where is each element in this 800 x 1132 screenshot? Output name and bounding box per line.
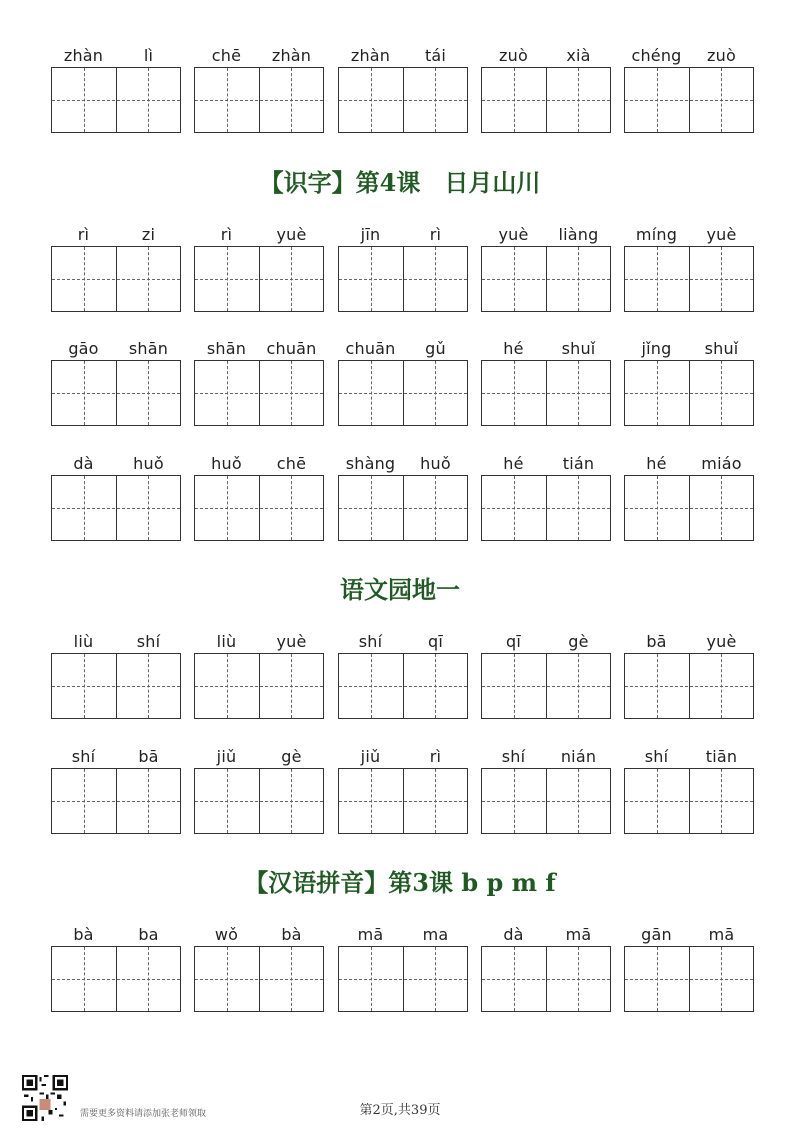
tianzige-grid[interactable] [194,475,324,541]
grid-line [148,68,149,132]
grid-line [578,361,579,425]
grid-line [195,801,323,802]
grid-line [84,361,85,425]
grid-line [227,68,228,132]
grid-line [435,769,436,833]
tianzige-grid[interactable] [624,653,754,719]
pinyin-label: shí [71,747,96,766]
grid-line [52,801,180,802]
footer-note: 需要更多资料请添加张老师领取 [80,1109,207,1119]
tianzige-grid[interactable] [338,946,468,1012]
tianzige-grid[interactable] [51,246,181,312]
grid-line [291,654,292,718]
grid-line [291,247,292,311]
pinyin-label: gè [281,747,302,766]
grid-line [291,769,292,833]
grid-line [339,801,467,802]
grid-line [578,654,579,718]
tianzige-grid[interactable] [194,946,324,1012]
pinyin-label: liù [216,632,237,651]
tianzige-grid[interactable] [194,360,324,426]
grid-line [339,279,467,280]
pinyin-label: mā [357,925,384,944]
grid-line [721,476,722,540]
tianzige-grid[interactable] [624,360,754,426]
grid-line [435,947,436,1011]
tianzige-grid[interactable] [338,768,468,834]
grid-line [227,247,228,311]
pinyin-label: chuān [266,339,317,358]
tianzige-grid[interactable] [624,475,754,541]
tianzige-grid[interactable] [481,946,611,1012]
grid-line [657,361,658,425]
grid-line [514,769,515,833]
pinyin-label: huǒ [420,454,451,473]
pinyin-label: jīn [360,225,381,244]
grid-line [339,393,467,394]
pinyin-label: dà [73,454,94,473]
pinyin-label: mā [565,925,592,944]
pinyin-label: chuān [345,339,396,358]
pinyin-label: zhàn [271,46,312,65]
section-heading-yuwen-yuandi: 语文园地一 [340,575,460,604]
grid-line [195,686,323,687]
pinyin-label: shān [128,339,169,358]
grid-line [148,769,149,833]
tianzige-grid[interactable] [481,475,611,541]
grid-line [371,361,372,425]
grid-line [435,247,436,311]
pinyin-label: hé [646,454,667,473]
grid-line [657,769,658,833]
tianzige-grid[interactable] [51,768,181,834]
tianzige-grid[interactable] [51,67,181,133]
pinyin-label: liàng [558,225,599,244]
grid-line [52,279,180,280]
pinyin-label: zhàn [350,46,391,65]
pinyin-label: ba [138,925,159,944]
pinyin-label: chéng [631,46,682,65]
grid-line [657,68,658,132]
grid-line [84,68,85,132]
pinyin-label: huǒ [133,454,164,473]
pinyin-label: míng [635,225,678,244]
pinyin-label: jǐng [641,339,672,358]
grid-line [84,947,85,1011]
grid-line [227,769,228,833]
grid-line [148,361,149,425]
grid-line [371,769,372,833]
pinyin-label: gè [568,632,589,651]
tianzige-grid[interactable] [51,946,181,1012]
tianzige-grid[interactable] [338,475,468,541]
grid-line [578,68,579,132]
grid-line [227,947,228,1011]
pinyin-label: liù [73,632,94,651]
grid-line [625,100,753,101]
grid-line [195,979,323,980]
grid-line [371,68,372,132]
grid-line [195,279,323,280]
tianzige-grid[interactable] [338,360,468,426]
grid-line [721,654,722,718]
grid-line [435,361,436,425]
grid-line [657,247,658,311]
grid-line [291,68,292,132]
pinyin-label: chē [276,454,307,473]
tianzige-grid[interactable] [338,67,468,133]
pinyin-label: huǒ [211,454,242,473]
pinyin-label: tiān [705,747,738,766]
pinyin-label: lì [143,46,154,65]
tianzige-grid[interactable] [338,246,468,312]
grid-line [514,361,515,425]
tianzige-grid[interactable] [481,360,611,426]
tianzige-grid[interactable] [624,67,754,133]
pinyin-label: shuǐ [704,339,739,358]
grid-line [227,654,228,718]
pinyin-label: shuǐ [561,339,596,358]
grid-line [721,769,722,833]
grid-line [625,801,753,802]
pinyin-label: hé [503,454,524,473]
grid-line [578,769,579,833]
pinyin-label: yuè [276,225,307,244]
grid-line [195,508,323,509]
grid-line [482,979,610,980]
grid-line [227,476,228,540]
pinyin-label: xià [566,46,591,65]
section-heading-lesson4: 【识字】第4课 日月山川 [259,168,541,197]
grid-line [625,393,753,394]
grid-line [291,947,292,1011]
pinyin-label: yuè [706,632,737,651]
grid-line [52,393,180,394]
pinyin-label: zi [141,225,156,244]
grid-line [84,654,85,718]
tianzige-grid[interactable] [51,653,181,719]
pinyin-label: yuè [276,632,307,651]
pinyin-label: nián [560,747,597,766]
grid-line [148,947,149,1011]
pinyin-label: hé [503,339,524,358]
tianzige-grid[interactable] [194,653,324,719]
grid-line [625,686,753,687]
grid-line [84,769,85,833]
pinyin-label: gǔ [425,339,446,358]
grid-line [291,476,292,540]
grid-line [148,654,149,718]
tianzige-grid[interactable] [481,67,611,133]
pinyin-label: shàng [345,454,396,473]
grid-line [84,476,85,540]
grid-line [227,361,228,425]
grid-line [514,476,515,540]
grid-line [371,947,372,1011]
tianzige-grid[interactable] [481,246,611,312]
grid-line [482,686,610,687]
grid-line [514,947,515,1011]
grid-line [482,393,610,394]
grid-line [339,686,467,687]
pinyin-label: yuè [706,225,737,244]
grid-line [435,68,436,132]
grid-line [721,247,722,311]
grid-line [482,801,610,802]
pinyin-label: jiǔ [216,747,237,766]
grid-line [371,476,372,540]
grid-line [625,979,753,980]
pinyin-label: chē [211,46,242,65]
tianzige-grid[interactable] [481,768,611,834]
grid-line [482,100,610,101]
grid-line [195,393,323,394]
grid-line [52,508,180,509]
grid-line [482,279,610,280]
grid-line [371,247,372,311]
grid-line [339,979,467,980]
grid-line [578,947,579,1011]
grid-line [52,979,180,980]
tianzige-grid[interactable] [624,946,754,1012]
pinyin-label: tián [562,454,595,473]
grid-line [625,279,753,280]
pinyin-label: rì [429,225,442,244]
pinyin-label: bà [73,925,94,944]
pinyin-label: tái [424,46,447,65]
grid-line [148,247,149,311]
pinyin-label: gāo [68,339,99,358]
grid-line [721,68,722,132]
grid-line [514,68,515,132]
grid-line [435,654,436,718]
tianzige-grid[interactable] [338,653,468,719]
pinyin-label: miáo [701,454,742,473]
tianzige-grid[interactable] [624,768,754,834]
pinyin-label: bā [138,747,159,766]
tianzige-grid[interactable] [481,653,611,719]
pinyin-label: bà [281,925,302,944]
tianzige-grid[interactable] [624,246,754,312]
pinyin-label: zuò [499,46,528,65]
tianzige-grid[interactable] [194,768,324,834]
tianzige-grid[interactable] [51,475,181,541]
tianzige-grid[interactable] [194,67,324,133]
pinyin-label: mā [708,925,735,944]
pinyin-label: wǒ [214,925,239,944]
pinyin-label: ma [422,925,449,944]
pinyin-label: zhàn [63,46,104,65]
page-number: 第2页,共39页 [359,1103,441,1118]
pinyin-label: shí [501,747,526,766]
grid-line [721,947,722,1011]
pinyin-label: shí [358,632,383,651]
grid-line [52,686,180,687]
grid-line [195,100,323,101]
pinyin-label: shí [644,747,669,766]
pinyin-label: dà [503,925,524,944]
grid-line [371,654,372,718]
grid-line [52,100,180,101]
pinyin-label: rì [429,747,442,766]
pinyin-label: qī [505,632,521,651]
pinyin-label: shān [206,339,247,358]
grid-line [84,247,85,311]
section-heading-pinyin-lesson3: 【汉语拼音】第3课 b p m f [244,868,556,897]
grid-line [625,508,753,509]
grid-line [482,508,610,509]
grid-line [578,476,579,540]
grid-line [657,947,658,1011]
grid-line [514,654,515,718]
grid-line [657,476,658,540]
pinyin-label: rì [220,225,233,244]
pinyin-label: jiǔ [360,747,381,766]
pinyin-label: shí [136,632,161,651]
grid-line [514,247,515,311]
pinyin-label: gān [641,925,672,944]
pinyin-label: bā [646,632,667,651]
grid-line [339,100,467,101]
pinyin-label: qī [427,632,443,651]
pinyin-label: zuò [707,46,736,65]
tianzige-grid[interactable] [51,360,181,426]
grid-line [291,361,292,425]
grid-line [657,654,658,718]
grid-line [148,476,149,540]
grid-line [578,247,579,311]
tianzige-grid[interactable] [194,246,324,312]
grid-line [435,476,436,540]
pinyin-label: rì [77,225,90,244]
grid-line [339,508,467,509]
pinyin-label: yuè [498,225,529,244]
grid-line [721,361,722,425]
